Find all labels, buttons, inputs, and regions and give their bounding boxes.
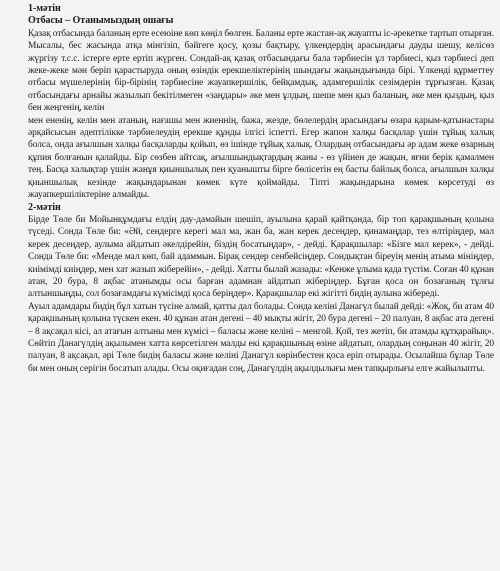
text2-paragraph-1: Бірде Төле би Мойынқұмдағы елдің дау-дамайын шешіп, ауылына қарай қайтқанда, бір топ қарақшының қолына түседі. Сонда Төле би: «Әй, сендерге керегі мал ма, жан ба, жан керек десеңдер, қинамаңдар, тез өлтіріңдер, мал керек десеңдер, аулыма айдатып әкелдірейін, біздің босатыңдар», - дейді. Қарақшылар: «Бізге мал керек», - дейді. Сонда Төле би: «Менде мал көп, бай адаммын. Бірақ сендер сенбейсіңдер. Сондықтан біреуің менің атыма мініңдер, киімімді киіңдер, мен хат жазып жіберейін», - дейді. Хатты былай жазады: «Кенже ұлыма қада түстім. Соған 40 құнан атан, 20 бура, 8 ақбас атанымды осы барған адамнан айдатып жіберіңдер. Бұған қоса он бозағаның тұлғы алтыншыңды, сол бозағамдағы күмісімді қоса беріңдер». Қарақшылар екі жігітті бидің аулына жібереді. [28,214,494,300]
text2-label: 2-мәтін [28,201,61,213]
text1-paragraph-1: Қазақ отбасында баланың ерте есеюіне көп көңіл бөлген. Баланы ерте жастан-ақ жауапты іс-әрекетке тартып отырған. Мысалы, бес жасында атқа мінгізіп, бәйгеге қосу, қозы бақтыру, үлкендердің арасындағы дауды шешу, келісөз жүргізу т.с.с. істерге ерте ертіп жүрген. Сондай-ақ қазақ отбасындағы бала тәрбиесін ұл тәрбиесі, қыз тәрбиесі деп жеке-жеке мән беріп қарастыруда оның өзіндік ерекшеліктерінің шындағы жақындығында бірі. Үлкенді құрметтеу отбасы мүшелерінің бір-бірінің тәрбиесіне жауапкершілік, бейқамдық, адамгершілік сезімдерін тұрғызған. Қазақ отбасындағы арнайы жазылып бекітілмеген «заңдары» әке мен ұлдың, шеше мен қыз баланың, әке мен қыздың, қыз бен жеңгенің, келін [28,28,494,114]
text1-title: Отбасы – Отанымыздың ошағы [28,15,174,27]
text1-paragraph-2: мен ененің, келін мен атаның, нағашы мен жиеннің, бажа, жезде, бөлелердің арасындағы өзара қарым-қатынастары әрқайсысын әдептілікке тәрбиелеудің ерекше құнды ілгісі іспетті. Егер жапон халқы басқалар үшін тұйық халық болса, онда ағылшын халқы басқаларды қойып, өз ішінде тұйық халық. Олардың отбасындағы әр адам жеке өзарның құпия болғанын қалайды. Бір сөзбен айтсақ, ағылшындықтардың жаны - өз үйінен де жақын, яғни берік қамалмен тең. Басқа халықтар үшін жанұя қиыншылық пен қуанышты бірге бөлісетін ең басты байлық болса, ағылшын халқы қиыншылық кезінде жақындарынан көмек күте қоймайды. Тіпті жақындарына көмек көрсетуді өз жауапкершіліктеріне алмайды. [28,115,494,201]
text2-paragraph-2: Ауыл адамдары бидің бұл хатын түсіне алмай, қатты дал болады. Сонда келіні Данагүл былай дейді: «Жоқ, би атам 40 қарақшының қолына түскен екен. 40 құнан атан дегені – 40 мықты жігіт, 20 бура дегені – 20 палуан, 8 ақбас ата дегені – 8 ақсақал кісі, ал атағын алтыны мен күмісі – баласы және келіні – менгой. Қой, тез жетіп, би атамды құтқарайық». Сөйтіп Данагүлдің ақылымен хатта көрсетілген малды екі қарақшының өзіне айдатып, олардың соңынан 40 жігіт, 20 палуан, 8 ақсақал, әрі Төле бидің баласы және келіні Данагүл көрінбестен қоса еріп отырады. Осылайша бұлар Төле би мен оның серігін босатып алады. Осы оқиғадан соң, Данагүлдің ақылдылығы мен тапқырлығы елге жайылыпты. [28,301,494,374]
text1-label: 1-мәтін [28,3,61,14]
